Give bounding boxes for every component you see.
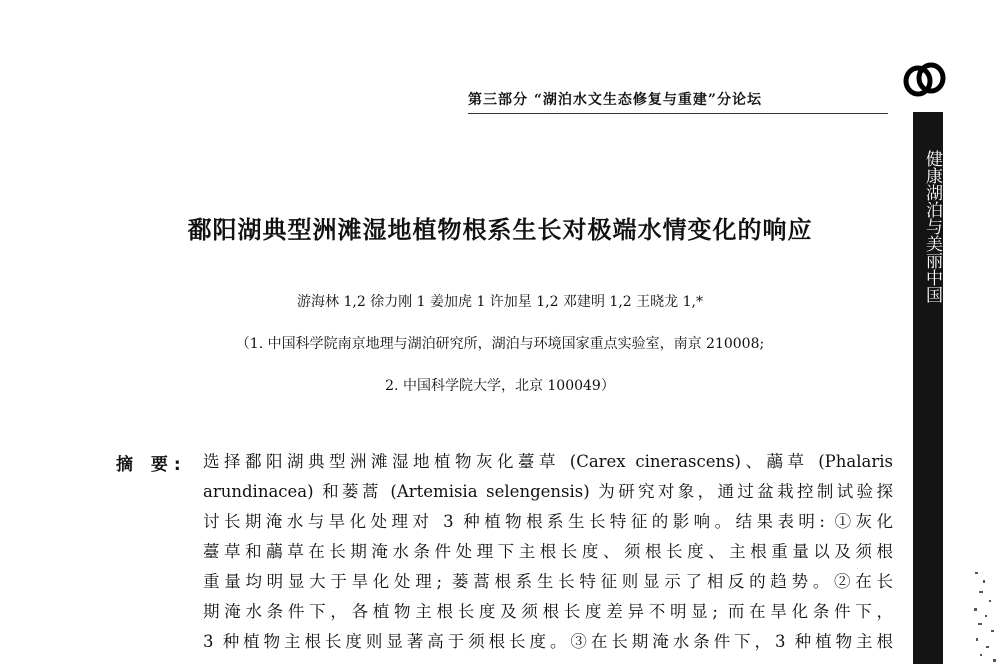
abstract-label: 摘 要:: [116, 455, 187, 475]
abstract-line: 选择鄱阳湖典型洲滩湿地植物灰化薹草 (Carex cinerascens)、虉草 (Phalaris: [203, 452, 893, 471]
scan-edge-noise: [945, 560, 1000, 664]
header-rule: [468, 113, 888, 114]
abstract-body: [203, 447, 893, 657]
abstract-line: 期淹水条件下，各植物主根长度及须根长度差异不明显; 而在旱化条件下，: [203, 602, 893, 621]
authors-line: 游海林 1,2 徐力刚 1 姜加虎 1 许加星 1,2 邓建明 1,2 王晓龙 1,*: [297, 294, 703, 310]
section-header: 第三部分 “湖泊水文生态修复与重建”分论坛: [468, 92, 762, 108]
abstract-line: 重量均明显大于旱化处理; 蒌蒿根系生长特征则显示了相反的趋势。②在长: [203, 572, 893, 591]
abstract-line: 讨长期淹水与旱化处理对 3 种植物根系生长特征的影响。结果表明: ①灰化: [203, 512, 893, 531]
abstract-line: 3 种植物主根长度则显著高于须根长度。③在长期淹水条件下，3 种植物主根: [203, 632, 893, 651]
abstract-line: 薹草和虉草在长期淹水条件处理下主根长度、须根长度、主根重量以及须根: [203, 542, 893, 561]
affiliation-1: （1. 中国科学院南京地理与湖泊研究所，湖泊与环境国家重点实验室，南京 210008;: [235, 336, 765, 352]
affiliation-2: 2. 中国科学院大学，北京 100049）: [385, 378, 615, 394]
logo-icon: [901, 60, 949, 98]
abstract-line: arundinacea) 和蒌蒿 (Artemisia selengensis) 为研究对象，通过盆栽控制试验探: [203, 482, 893, 501]
sidebar-label: 健康湖泊与美丽中国: [922, 150, 942, 303]
paper-title: 鄱阳湖典型洲滩湿地植物根系生长对极端水情变化的响应: [187, 215, 813, 244]
